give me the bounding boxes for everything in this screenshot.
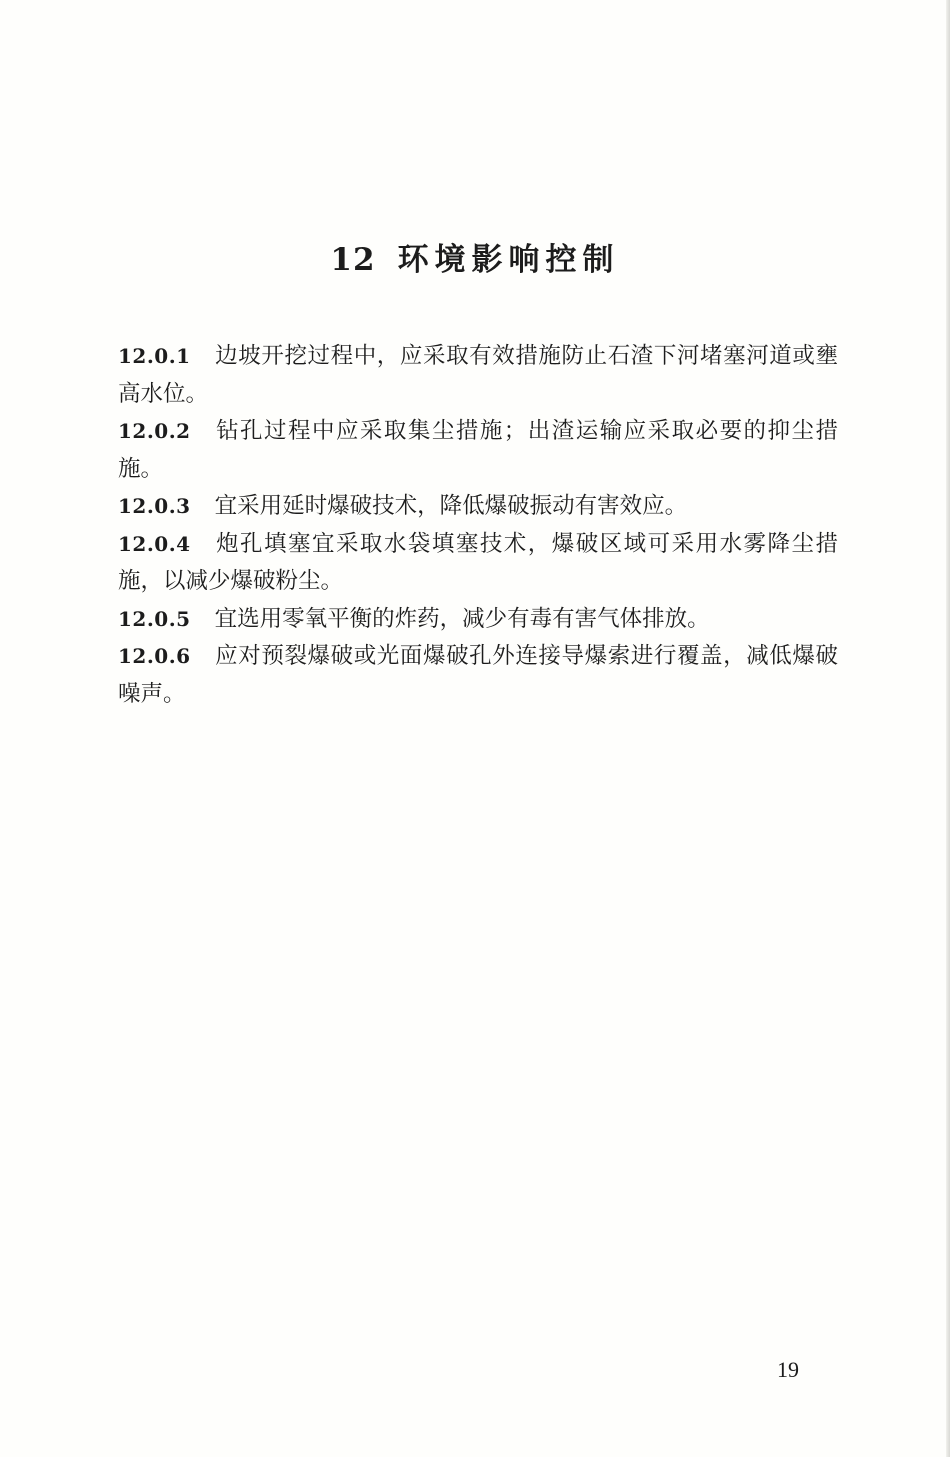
clause-text: 宜采用延时爆破技术，降低爆破振动有害效应。 — [214, 493, 688, 519]
clause-number: 12.0.1 — [118, 344, 191, 368]
clause-number: 12.0.5 — [118, 606, 191, 631]
clause-number: 12.0.3 — [118, 494, 191, 518]
clause-number: 12.0.2 — [118, 419, 191, 443]
chapter-title: 环境影响控制 — [397, 242, 620, 278]
page-edge — [946, 0, 950, 1457]
clause-item — [118, 638, 838, 713]
clause-text: 炮孔填塞宜采取水袋填塞技术，爆破区域可采用水雾降尘措施，以减少爆破粉尘。 — [118, 530, 838, 594]
chapter-number: 12 — [330, 242, 376, 278]
clause-item — [118, 413, 838, 488]
clause-list — [118, 338, 838, 713]
clause-text: 钻孔过程中应采取集尘措施；出渣运输应采取必要的抑尘措施。 — [118, 418, 838, 482]
chapter-heading — [0, 238, 950, 282]
clause-text: 宜选用零氧平衡的炸药，减少有毒有害气体排放。 — [214, 605, 710, 632]
clause-number: 12.0.4 — [118, 531, 191, 556]
clause-item — [118, 526, 838, 601]
clause-item — [118, 338, 838, 413]
clause-text: 应对预裂爆破或光面爆破孔外连接导爆索进行覆盖，减低爆破噪声。 — [118, 643, 838, 707]
clause-item — [118, 488, 838, 526]
clause-text: 边坡开挖过程中，应采取有效措施防止石渣下河堵塞河道或壅高水位。 — [118, 343, 838, 407]
page-number: 19 — [777, 1357, 799, 1382]
clause-item — [118, 601, 838, 639]
clause-number: 12.0.6 — [118, 644, 191, 668]
